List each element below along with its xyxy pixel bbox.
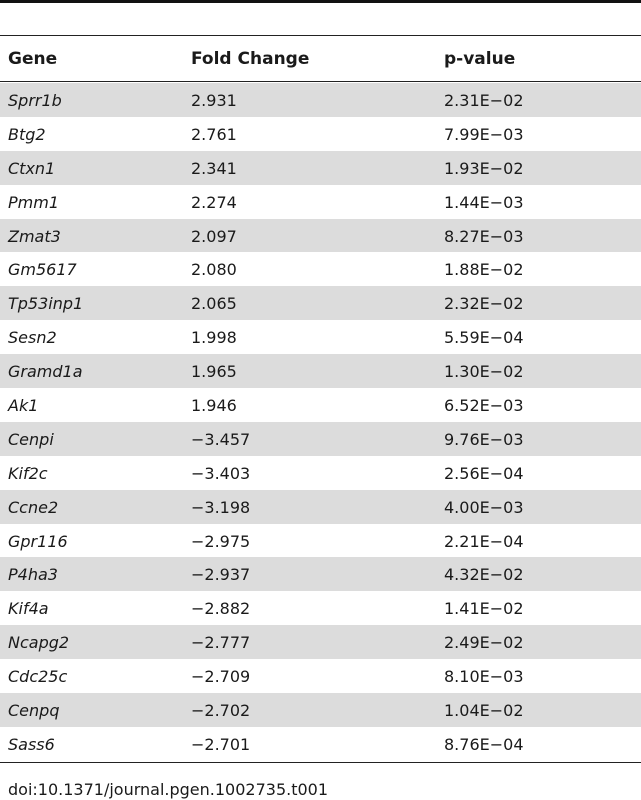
cell-fold-change: −2.882 [191,599,251,619]
cell-p-value: 2.49E−02 [444,633,524,653]
cell-gene: Ctxn1 [8,158,56,178]
cell-p-value: 9.76E−03 [444,429,524,449]
cell-p-value: 1.41E−02 [444,599,524,619]
cell-gene: Ak1 [8,396,39,416]
table-row [0,83,641,117]
cell-gene: Gpr116 [8,531,68,551]
cell-p-value: 1.04E−02 [444,701,524,721]
cell-gene: Zmat3 [8,226,61,246]
header-bottom-rule [0,81,641,82]
table-row [0,422,641,456]
cell-p-value: 7.99E−03 [444,124,524,144]
cell-fold-change: −3.457 [191,429,251,449]
cell-fold-change: 2.761 [191,124,237,144]
table-row [0,320,641,354]
cell-gene: Cenpq [8,701,60,721]
cell-p-value: 6.52E−03 [444,396,524,416]
table-bottom-rule [0,762,641,763]
table-row [0,185,641,219]
header-gene: Gene [8,49,58,69]
cell-fold-change: 1.946 [191,396,237,416]
cell-gene: Cdc25c [8,667,68,687]
table-row [0,252,641,286]
cell-fold-change: −2.975 [191,531,251,551]
cell-fold-change: 2.931 [191,91,237,110]
cell-fold-change: 2.080 [191,260,237,280]
cell-fold-change: −2.701 [191,734,251,754]
cell-gene: Ncapg2 [8,633,70,653]
cell-gene: Sesn2 [8,328,57,348]
cell-gene: Pmm1 [8,192,59,212]
table-row [0,625,641,659]
cell-gene: Gm5617 [8,260,77,280]
cell-gene: Btg2 [8,124,46,144]
cell-gene: Gramd1a [8,362,83,382]
table-row [0,151,641,185]
cell-fold-change: −3.198 [191,497,251,517]
table-row [0,659,641,693]
table-row [0,524,641,558]
cell-fold-change: 2.065 [191,294,237,314]
header-fold-change: Fold Change [191,49,310,69]
cell-p-value: 1.88E−02 [444,260,524,280]
cell-p-value: 1.44E−03 [444,192,524,212]
cell-p-value: 2.56E−04 [444,463,524,483]
cell-p-value: 8.10E−03 [444,667,524,687]
cell-fold-change: −2.702 [191,701,251,721]
doi-caption: doi:10.1371/journal.pgen.1002735.t001 [8,780,329,799]
table-row [0,490,641,524]
table-row [0,286,641,320]
cell-fold-change: 2.274 [191,192,237,212]
cell-fold-change: −2.937 [191,565,251,585]
table-row [0,557,641,591]
cell-p-value: 8.76E−04 [444,734,524,754]
cell-p-value: 4.00E−03 [444,497,524,517]
table-row [0,591,641,625]
cell-p-value: 2.21E−04 [444,531,524,551]
cell-p-value: 1.93E−02 [444,158,524,178]
cell-fold-change: 1.965 [191,362,237,382]
cell-fold-change: −2.709 [191,667,251,687]
cell-fold-change: 1.998 [191,328,237,348]
cell-p-value: 2.32E−02 [444,294,524,314]
cell-gene: Sprr1b [8,91,62,110]
table-row [0,117,641,151]
table-row [0,219,641,253]
cell-p-value: 5.59E−04 [444,328,524,348]
cell-gene: Kif4a [8,599,49,619]
cell-gene: P4ha3 [8,565,58,585]
cell-fold-change: −3.403 [191,463,251,483]
table-row [0,456,641,490]
cell-fold-change: 2.097 [191,226,237,246]
cell-p-value: 8.27E−03 [444,226,524,246]
header-p-value: p-value [444,49,516,69]
cell-gene: Kif2c [8,463,48,483]
table-row [0,727,641,761]
cell-gene: Sass6 [8,734,55,754]
cell-fold-change: 2.341 [191,158,237,178]
cell-p-value: 4.32E−02 [444,565,524,585]
table-body [0,83,641,761]
table-row [0,354,641,388]
cell-gene: Cenpi [8,429,54,449]
cell-p-value: 1.30E−02 [444,362,524,382]
cell-gene: Ccne2 [8,497,59,517]
cell-fold-change: −2.777 [191,633,251,653]
table-header [0,36,641,81]
cell-gene: Tp53inp1 [8,294,84,314]
table-row [0,693,641,727]
top-rule [0,0,641,3]
table-row [0,388,641,422]
cell-p-value: 2.31E−02 [444,91,524,110]
